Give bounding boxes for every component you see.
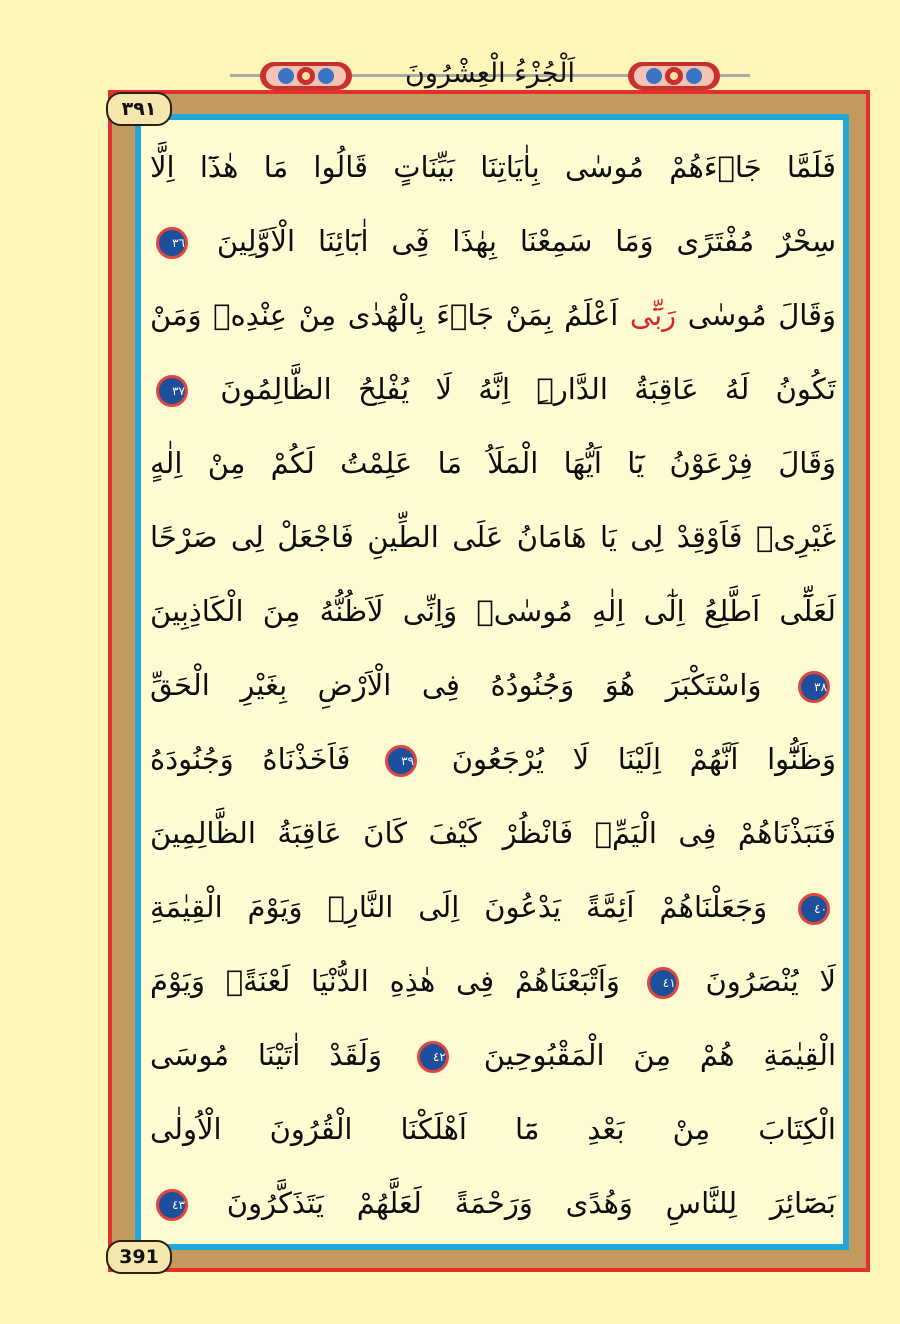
ayah-rosette-icon: ٤١: [647, 967, 679, 999]
verse-line: [150, 944, 836, 1018]
verse-text: وَاَتْبَعْنَاهُمْ فِى هٰذِهِ الدُّنْيَا لَعْنَةًۚ وَيَوْمَ: [150, 964, 620, 998]
verse-line: [150, 130, 836, 204]
verse-line: [150, 278, 836, 352]
verse-text: وَلَقَدْ اٰتَيْنَا مُوسَى: [150, 1038, 382, 1072]
verse-text: غَيْرِىۚ فَاَوْقِدْ لِى يَا هَامَانُ عَلَى الطِّينِ فَاجْعَلْ لِى صَرْحًا: [150, 520, 836, 554]
verse-line: [150, 574, 836, 648]
verse-text: بَصَٓائِرَ لِلنَّاسِ وَهُدًى وَرَحْمَةً لَعَلَّهُمْ يَتَذَكَّرُونَ: [226, 1186, 837, 1220]
verse-text: رَبِّٓى: [629, 298, 677, 332]
verse-text: لَعَلِّٓى اَطَّلِعُ اِلٰٓى اِلٰهِ مُوسٰىۙ وَاِنِّى لَاَظُنُّهُ مِنَ الْكَاذِبِينَ: [150, 594, 836, 628]
verse-line: [150, 1092, 836, 1166]
verse-text: وَقَالَ مُوسٰى: [676, 298, 836, 332]
verse-text: وَجَعَلْنَاهُمْ اَئِمَّةً يَدْعُونَ اِلَى النَّارِۚ وَيَوْمَ الْقِيٰمَةِ: [150, 890, 768, 924]
verse-text: الْقِيٰمَةِ هُمْ مِنَ الْمَقْبُوحِينَ: [483, 1038, 837, 1072]
verse-line: [150, 204, 836, 278]
verse-line: [150, 352, 836, 426]
verse-line: [150, 796, 836, 870]
verse-line: [150, 1018, 836, 1092]
page-number-bottom: 391: [106, 1240, 172, 1274]
verse-text: فَلَمَّا جَاۤءَهُمْ مُوسٰى بِاٰيَاتِنَا بَيِّنَاتٍ قَالُوا مَا هٰذَٓا اِلَّا: [150, 150, 836, 184]
ayah-rosette-icon: ٣٨: [798, 671, 830, 703]
verse-text: لَا يُنْصَرُونَ: [705, 964, 837, 998]
verse-line: [150, 870, 836, 944]
verse-line: [150, 1166, 836, 1240]
ayah-rosette-icon: ٤٣: [156, 1189, 188, 1221]
verse-text: تَكُونُ لَهُ عَاقِبَةُ الدَّارِۜ اِنَّهُ لَا يُفْلِحُ الظَّالِمُونَ: [220, 372, 836, 406]
ayah-rosette-icon: ٤٢: [417, 1041, 449, 1073]
juz-title: اَلْجُزْءُ الْعِشْرُونَ: [405, 58, 575, 89]
verse-text: فَنَبَذْنَاهُمْ فِى الْيَمِّۚ فَانْظُرْ كَيْفَ كَانَ عَاقِبَةُ الظَّالِمِينَ: [150, 816, 836, 850]
verse-text: سِحْرٌ مُفْتَرًى وَمَا سَمِعْنَا بِهٰذَا فِٓى اٰبَٓائِنَا الْاَوَّلِينَ: [216, 224, 837, 258]
verse-text: وَظَنُّٓوا اَنَّهُمْ اِلَيْنَا لَا يُرْجَعُونَ: [451, 742, 836, 776]
ayah-rosette-icon: ٣٩: [385, 745, 417, 777]
ayah-rosette-icon: ٣٦: [156, 227, 188, 259]
verse-line: [150, 500, 836, 574]
verse-text: وَاسْتَكْبَرَ هُوَ وَجُنُودُهُ فِى الْاَرْضِ بِغَيْرِ الْحَقِّ: [150, 668, 762, 702]
verse-line: [150, 722, 836, 796]
verse-line: [150, 648, 836, 722]
verse-line: [150, 426, 836, 500]
ayah-rosette-icon: ٣٧: [156, 375, 188, 407]
verse-text: الْكِتَابَ مِنْ بَعْدِ مَٓا اَهْلَكْنَا الْقُرُونَ الْاُولٰى: [150, 1112, 836, 1146]
verse-text: فَاَخَذْنَاهُ وَجُنُودَهُ: [150, 742, 351, 776]
page-number-top: ٣٩١: [106, 92, 172, 126]
ayah-rosette-icon: ٤٠: [798, 893, 830, 925]
quran-text-block: [150, 130, 836, 1240]
verse-text: وَقَالَ فِرْعَوْنُ يَٓا اَيُّهَا الْمَلَاُ مَا عَلِمْتُ لَكُمْ مِنْ اِلٰهٍ: [150, 446, 836, 480]
verse-text: اَعْلَمُ بِمَنْ جَاۤءَ بِالْهُدٰى مِنْ عِنْدِهٖ وَمَنْ: [150, 298, 619, 332]
